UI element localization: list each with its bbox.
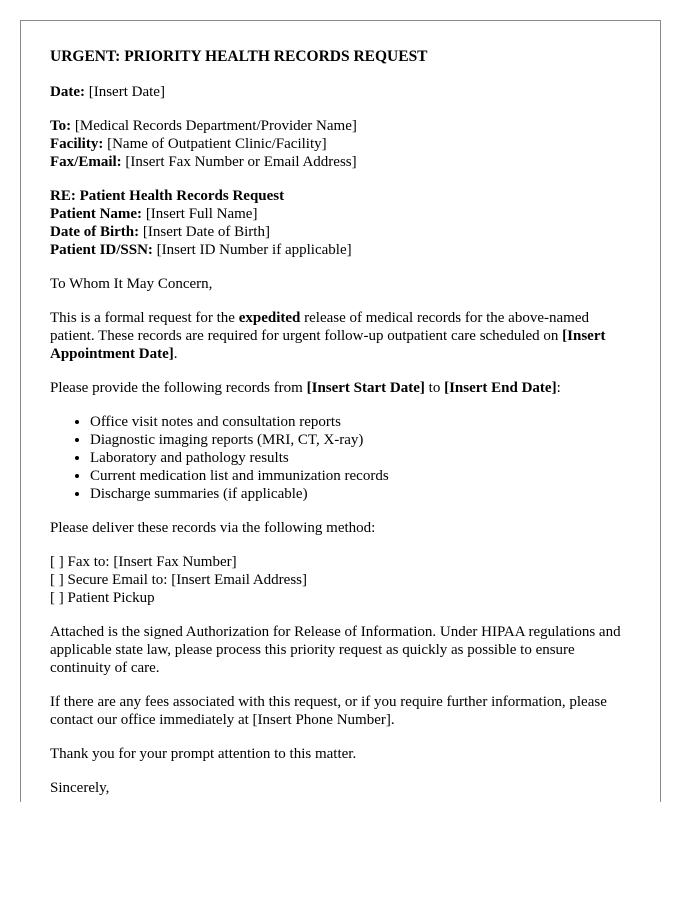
re-block (50, 187, 631, 259)
list-item: • Current medication list and immunization records (90, 467, 631, 485)
fax-email-label: Fax/Email: (50, 154, 122, 170)
date-value: [Insert Date] (84, 84, 165, 100)
records-intro-text-1: Please provide the following records from (50, 380, 307, 396)
list-item: • Laboratory and pathology results (90, 449, 631, 467)
to-value: [Medical Records Department/Provider Name] (71, 118, 357, 134)
to-label: To: (50, 118, 72, 134)
request-paragraph (50, 309, 631, 363)
fees-paragraph: If there are any fees associated with this request, or if you require further information, please contact our office immediately at [Insert Phone Number]. (50, 694, 607, 728)
list-item: • Diagnostic imaging reports (MRI, CT, X-ray) (90, 431, 631, 449)
request-text-2: release of medical records for the above-named patient. These records are required for urgent follow-up outpatient care scheduled on (50, 310, 589, 344)
request-bold-expedited: expedited (238, 310, 301, 326)
list-item: • Discharge summaries (if applicable) (90, 485, 631, 503)
delivery-option-email: [ ] Secure Email to: [Insert Email Address] (50, 572, 308, 588)
re-heading-text: RE: Patient Health Records Request (50, 188, 285, 204)
request-bold-appointment: [Insert Appointment Date] (50, 328, 606, 362)
records-list (50, 413, 631, 503)
delivery-option-fax: [ ] Fax to: [Insert Fax Number] (50, 554, 237, 570)
date-line (50, 83, 631, 101)
letter-title: URGENT: PRIORITY HEALTH RECORDS REQUEST (50, 48, 428, 65)
records-intro-text-2: to (424, 380, 445, 396)
patient-id-value: [Insert ID Number if applicable] (152, 242, 352, 258)
salutation: To Whom It May Concern, (50, 276, 213, 292)
fax-email-value: [Insert Fax Number or Email Address] (121, 154, 357, 170)
patient-id-line (50, 241, 631, 259)
list-item: • Office visit notes and consultation reports (90, 413, 631, 431)
facility-line (50, 135, 631, 153)
fax-email-line (50, 153, 631, 171)
to-line (50, 117, 631, 135)
patient-name-label: Patient Name: (50, 206, 143, 222)
patient-name-line (50, 205, 631, 223)
request-text-3: . (173, 346, 178, 362)
patient-name-value: [Insert Full Name] (142, 206, 258, 222)
dob-value: [Insert Date of Birth] (139, 224, 270, 240)
records-intro-text-3: : (556, 380, 561, 396)
records-end-date: [Insert End Date] (444, 380, 557, 396)
delivery-option-pickup: [ ] Patient Pickup (50, 590, 155, 606)
dob-label: Date of Birth: (50, 224, 140, 240)
delivery-intro: Please deliver these records via the following method: (50, 520, 376, 536)
delivery-options (50, 553, 631, 607)
re-heading (50, 187, 631, 205)
closing-line: Sincerely, (50, 780, 110, 796)
facility-value: [Name of Outpatient Clinic/Facility] (103, 136, 327, 152)
patient-id-label: Patient ID/SSN: (50, 242, 153, 258)
records-intro (50, 379, 631, 397)
recipient-block (50, 117, 631, 171)
date-label: Date: (50, 84, 85, 100)
hipaa-paragraph: Attached is the signed Authorization for Release of Information. Under HIPAA regulations and applicable state law, please process this priority request as quickly as possible to ensure continuity of care. (50, 624, 621, 676)
facility-label: Facility: (50, 136, 104, 152)
dob-line (50, 223, 631, 241)
thanks-line: Thank you for your prompt attention to this matter. (50, 746, 357, 762)
request-text-1: This is a formal request for the (50, 310, 239, 326)
records-start-date: [Insert Start Date] (306, 380, 425, 396)
letter-page (20, 20, 661, 802)
